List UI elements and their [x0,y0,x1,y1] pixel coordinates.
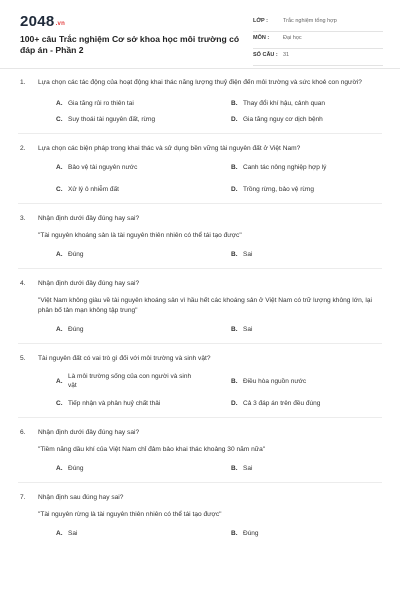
meta-row-subject [253,33,383,49]
meta-table [253,16,383,67]
question-number: 4. [20,280,26,287]
question-prompt: Nhận định dưới đây đúng hay sai? [38,215,140,222]
option-letter: B. [231,326,238,333]
question-number: 6. [20,429,26,436]
option-d[interactable] [231,185,386,194]
question-prompt: Lựa chọn các biện pháp trong khai thác và sử dụng bền vững tài nguyên đất ở Việt Nam? [38,145,301,152]
question-prompt: Nhận định dưới đây đúng hay sai? [38,280,140,287]
option-b[interactable] [231,325,386,334]
option-letter: C. [56,116,63,123]
option-b[interactable] [231,377,386,386]
question-text [20,493,382,503]
answer-options [20,99,382,131]
option-letter: A. [56,465,63,472]
option-a[interactable] [56,250,211,259]
option-b[interactable] [231,99,386,108]
option-a[interactable] [56,163,211,172]
question-4 [0,279,400,341]
meta-row-count [253,50,383,66]
page-header [0,0,400,66]
question-number: 1. [20,79,26,86]
question-prompt: Tài nguyên đất có vai trò gì đối với môi trường và sinh vật? [38,355,211,362]
option-text: Bảo vệ tài nguyên nước [68,164,138,171]
option-text: Sai [243,465,253,472]
question-text [20,78,382,88]
meta-label: SỐ CÂU : [253,52,278,58]
option-letter: A. [56,378,63,385]
logo-suffix: .vn [55,21,66,27]
logo-text: 2048 [20,13,55,30]
option-letter: C. [56,400,63,407]
question-text [20,428,382,438]
option-text: Cả 3 đáp án trên đều đúng [243,400,321,407]
option-text: Đúng [68,326,84,333]
option-c[interactable] [56,399,211,408]
option-text: Đúng [68,465,84,472]
question-text [20,279,382,289]
question-7 [0,493,400,545]
option-letter: A. [56,164,63,171]
option-text: Là môi trường sống của con người và sinh vật [68,373,192,389]
question-2 [0,144,400,201]
meta-value: Đại học [283,35,302,41]
option-a[interactable] [56,99,211,108]
option-letter: D. [231,116,238,123]
question-number: 5. [20,355,26,362]
question-1 [0,78,400,131]
answer-options [20,372,382,415]
option-text: Sai [68,530,78,537]
option-text: Sai [243,251,253,258]
question-separator [18,343,382,344]
option-letter: D. [231,400,238,407]
option-text: Đúng [243,530,259,537]
answer-options [20,325,382,341]
question-5 [0,354,400,415]
option-letter: A. [56,530,63,537]
meta-row-class [253,16,383,32]
option-letter: A. [56,326,63,333]
question-prompt: Nhận định sau đúng hay sai? [38,494,124,501]
question-number: 2. [20,145,26,152]
option-b[interactable] [231,464,386,473]
option-letter: B. [231,378,238,385]
answer-options [20,529,382,545]
question-prompt: Lựa chọn các tác động của hoạt động khai thác năng lượng thuỷ điện đến môi trường và sức khoẻ con người? [38,79,362,86]
question-number: 7. [20,494,26,501]
option-d[interactable] [231,115,386,124]
answer-options [20,464,382,480]
option-text: Sai [243,326,253,333]
option-letter: B. [231,465,238,472]
option-a[interactable] [56,325,211,334]
option-text: Canh tác nông nghiệp hợp lý [243,164,327,171]
question-prompt: Nhận định dưới đây đúng hay sai? [38,429,140,436]
option-b[interactable] [231,250,386,259]
option-text: Đúng [68,251,84,258]
page-title: 100+ câu Trắc nghiệm Cơ sở khoa học môi trường có đáp án - Phần 2 [20,34,240,55]
option-letter: B. [231,164,238,171]
option-letter: B. [231,100,238,107]
question-separator [18,417,382,418]
option-d[interactable] [231,399,386,408]
question-3 [0,214,400,266]
option-text: Điều hòa nguồn nước [243,378,307,385]
question-separator [18,268,382,269]
option-text: Thay đổi khí hậu, cảnh quan [243,100,326,107]
option-a[interactable] [56,372,206,390]
option-text: Xử lý ô nhiễm đất [68,186,119,193]
option-b[interactable] [231,163,386,172]
question-text [20,214,382,224]
option-b[interactable] [231,529,386,538]
meta-value: 31 [283,52,290,58]
option-text: Tiếp nhận và phân huỷ chất thải [68,400,161,407]
answer-options [20,163,382,201]
header-divider [0,68,400,69]
question-separator [18,133,382,134]
option-a[interactable] [56,464,211,473]
meta-label: LỚP : [253,18,268,24]
site-logo[interactable] [20,13,65,30]
question-text [20,354,382,364]
question-statement: "Tài nguyên khoáng sản là tài nguyên thiên nhiên có thể tái tạo được" [38,232,242,239]
option-text: Gia tăng rủi ro thiên tai [68,100,134,107]
question-separator [18,203,382,204]
option-text: Suy thoái tài nguyên đất, rừng [68,116,156,123]
question-statement: "Việt Nam không giàu về tài nguyên khoáng sản vì hầu hết các khoáng sản ở Việt Nam có trữ lượng không lớn, lại phân bố tản mạn không tập trung" [38,297,372,314]
option-letter: A. [56,100,63,107]
meta-value: Trắc nghiệm tổng hợp [283,18,337,24]
option-letter: B. [231,251,238,258]
option-letter: A. [56,251,63,258]
question-text [20,144,382,154]
question-statement: "Tiềm năng dầu khí của Việt Nam chỉ đảm bảo khai thác khoảng 30 năm nữa" [38,446,266,453]
option-text: Gia tăng nguy cơ dịch bệnh [243,116,323,123]
option-c[interactable] [56,115,211,124]
option-letter: B. [231,530,238,537]
question-list [0,78,400,545]
answer-options [20,250,382,266]
question-6 [0,428,400,480]
question-statement: "Tài nguyên rừng là tài nguyên thiên nhiên có thể tái tạo được" [38,511,222,518]
question-number: 3. [20,215,26,222]
option-c[interactable] [56,185,211,194]
option-letter: C. [56,186,63,193]
meta-label: MÔN : [253,35,270,41]
question-separator [18,482,382,483]
option-text: Trồng rừng, bảo vệ rừng [243,186,314,193]
option-a[interactable] [56,529,211,538]
option-letter: D. [231,186,238,193]
